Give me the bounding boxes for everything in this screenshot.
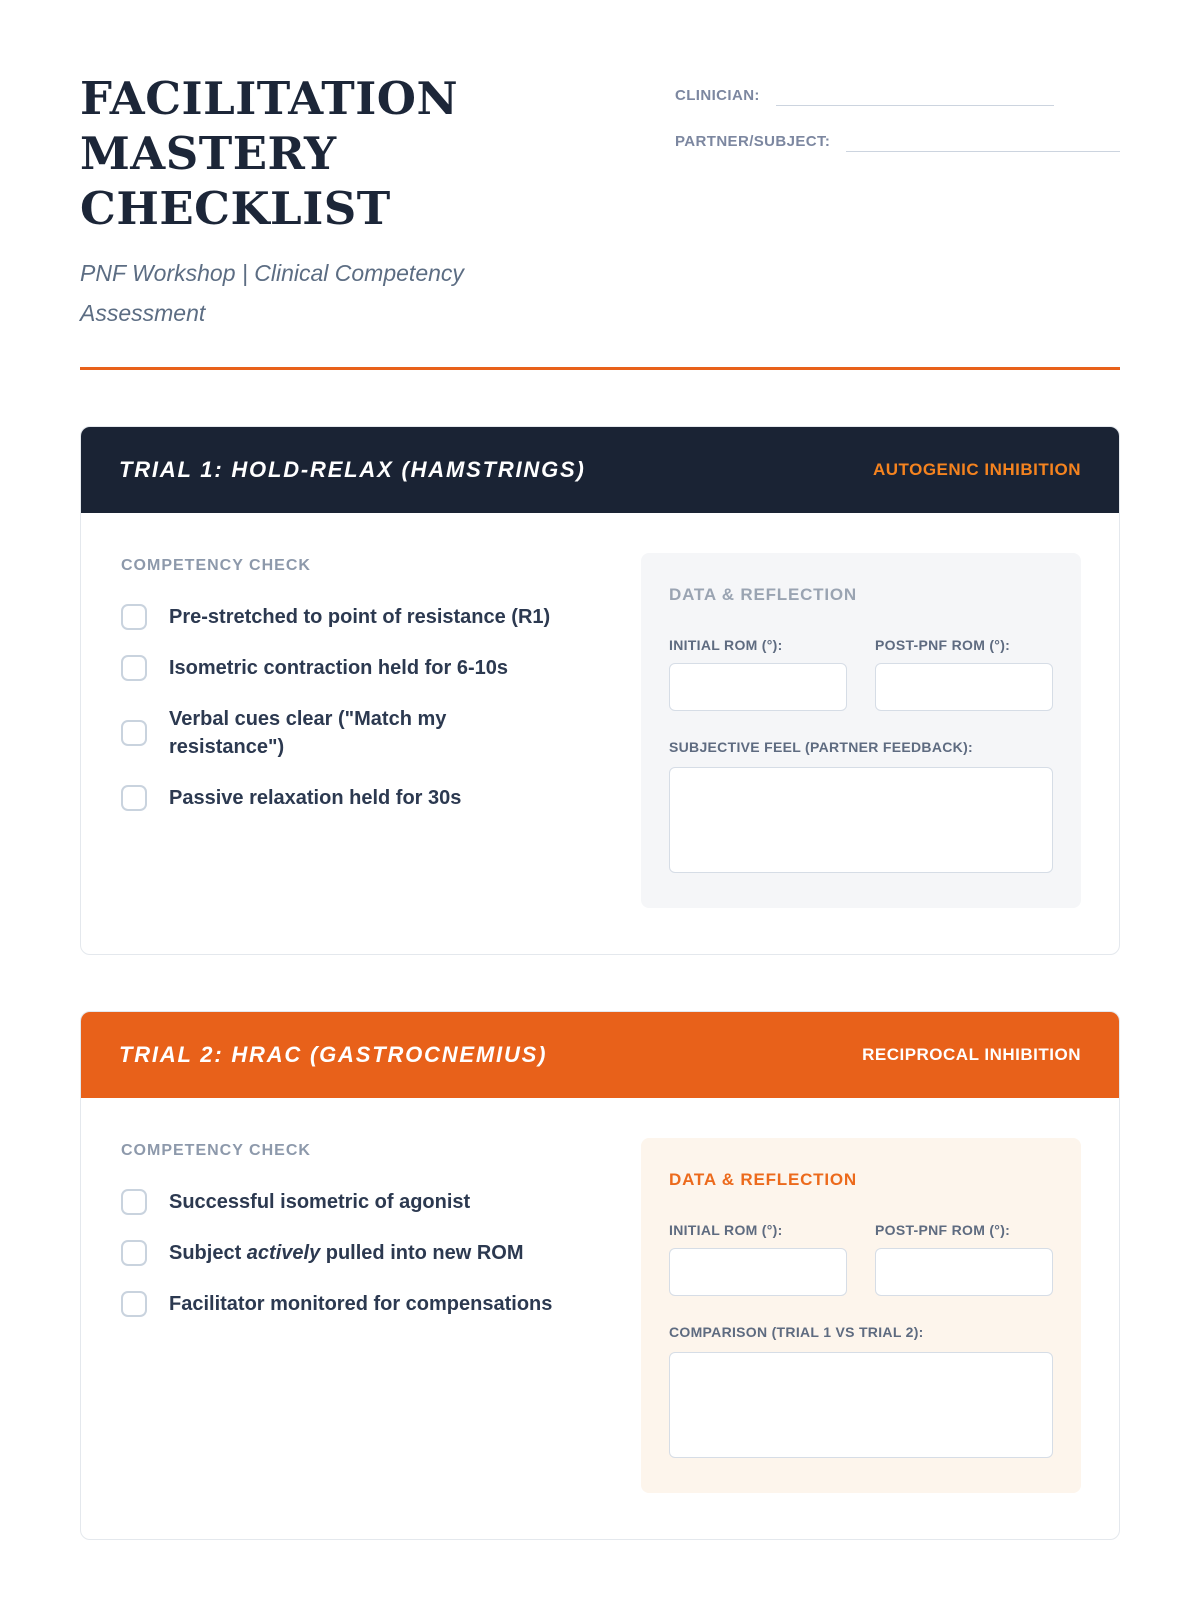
- trial-2-title: TRIAL 2: HRAC (GASTROCNEMIUS): [119, 1042, 548, 1068]
- comparison-label: COMPARISON (TRIAL 1 VS TRIAL 2):: [669, 1324, 924, 1341]
- check-item: [121, 705, 591, 761]
- trial-1-rom-row: [669, 637, 1053, 711]
- check-item-text-post: pulled into new ROM: [320, 1242, 524, 1265]
- meta-fields: [675, 72, 1120, 178]
- check-item-text: Successful isometric of agonist: [169, 1191, 471, 1214]
- trial-1-data-panel: [641, 553, 1081, 908]
- trial-2-competency-column: [121, 1138, 591, 1493]
- partner-subject-label: PARTNER/SUBJECT:: [675, 133, 831, 150]
- post-pnf-rom-field: [875, 1222, 1053, 1296]
- post-pnf-rom-input[interactable]: [875, 1248, 1053, 1296]
- checkbox[interactable]: [121, 720, 147, 746]
- check-item-text: Subject: [169, 1242, 247, 1265]
- checkbox[interactable]: [121, 1240, 147, 1266]
- check-item: [121, 1188, 591, 1216]
- check-item-text: Verbal cues clear ("Match my resistance"): [169, 708, 447, 759]
- trial-1-header: [81, 427, 1119, 513]
- post-pnf-rom-field: [875, 637, 1053, 711]
- trial-2-data-panel: [641, 1138, 1081, 1493]
- check-item: [121, 654, 591, 682]
- clinician-label: CLINICIAN:: [675, 87, 760, 104]
- check-item-text: Facilitator monitored for compensations: [169, 1293, 553, 1316]
- check-item-label: [169, 705, 554, 761]
- trial-2-header: [81, 1012, 1119, 1098]
- check-item-text: Pre-stretched to point of resistance (R1): [169, 606, 551, 629]
- title-block: [80, 72, 640, 333]
- check-item-label: [169, 784, 461, 812]
- check-item: [121, 603, 591, 631]
- check-item-label: [169, 1188, 470, 1216]
- partner-subject-write-in-line[interactable]: [846, 132, 1120, 152]
- trial-1-badge: AUTOGENIC INHIBITION: [872, 460, 1081, 480]
- trial-2-badge: RECIPROCAL INHIBITION: [862, 1045, 1081, 1065]
- trial-2-panel-heading: DATA & REFLECTION: [669, 1170, 857, 1190]
- page-header: [80, 72, 1120, 333]
- checkbox[interactable]: [121, 604, 147, 630]
- check-item: [121, 784, 591, 812]
- trial-2-body: [81, 1098, 1119, 1539]
- initial-rom-input[interactable]: [669, 1248, 847, 1296]
- trial-2-rom-row: [669, 1222, 1053, 1296]
- checkbox[interactable]: [121, 785, 147, 811]
- post-pnf-rom-label: POST-PNF ROM (°):: [875, 637, 1011, 654]
- check-item-text: Passive relaxation held for 30s: [169, 787, 462, 810]
- trial-1-panel-heading: DATA & REFLECTION: [669, 585, 857, 605]
- initial-rom-label: INITIAL ROM (°):: [669, 637, 783, 654]
- page-title-line2: MASTERY CHECKLIST: [80, 126, 391, 235]
- check-item-label: [169, 654, 508, 682]
- initial-rom-field: [669, 1222, 847, 1296]
- subjective-feel-textarea[interactable]: [669, 767, 1053, 873]
- trial-1-competency-column: [121, 553, 591, 908]
- trial-1-body: [81, 513, 1119, 954]
- check-item-label: [169, 1239, 524, 1267]
- clinician-write-in-line[interactable]: [776, 86, 1054, 106]
- checkbox[interactable]: [121, 1189, 147, 1215]
- initial-rom-field: [669, 637, 847, 711]
- partner-subject-row: [675, 132, 1120, 152]
- checkbox[interactable]: [121, 1291, 147, 1317]
- clinician-row: [675, 86, 1120, 106]
- trial-2-card: [80, 1011, 1120, 1540]
- post-pnf-rom-label: POST-PNF ROM (°):: [875, 1222, 1011, 1239]
- initial-rom-input[interactable]: [669, 663, 847, 711]
- initial-rom-label: INITIAL ROM (°):: [669, 1222, 783, 1239]
- trial-2-competency-heading: COMPETENCY CHECK: [121, 1142, 311, 1160]
- trial-1-title: TRIAL 1: HOLD-RELAX (HAMSTRINGS): [119, 457, 586, 483]
- subjective-feel-label: SUBJECTIVE FEEL (PARTNER FEEDBACK):: [669, 739, 974, 756]
- check-item-text: Isometric contraction held for 6-10s: [169, 657, 508, 680]
- check-item: [121, 1239, 591, 1267]
- trial-1-card: [80, 426, 1120, 955]
- page-title: [80, 72, 640, 237]
- page-subtitle: PNF Workshop | Clinical Competency Assessment: [80, 259, 464, 326]
- orange-divider: [80, 367, 1120, 370]
- trial-1-competency-heading: COMPETENCY CHECK: [121, 557, 311, 575]
- checkbox[interactable]: [121, 655, 147, 681]
- check-item-label: [169, 1290, 552, 1318]
- comparison-textarea[interactable]: [669, 1352, 1053, 1458]
- post-pnf-rom-input[interactable]: [875, 663, 1053, 711]
- page-title-line1: FACILITATION: [80, 72, 459, 125]
- check-item-label: [169, 603, 550, 631]
- check-item-emphasis: actively: [246, 1242, 321, 1265]
- check-item: [121, 1290, 591, 1318]
